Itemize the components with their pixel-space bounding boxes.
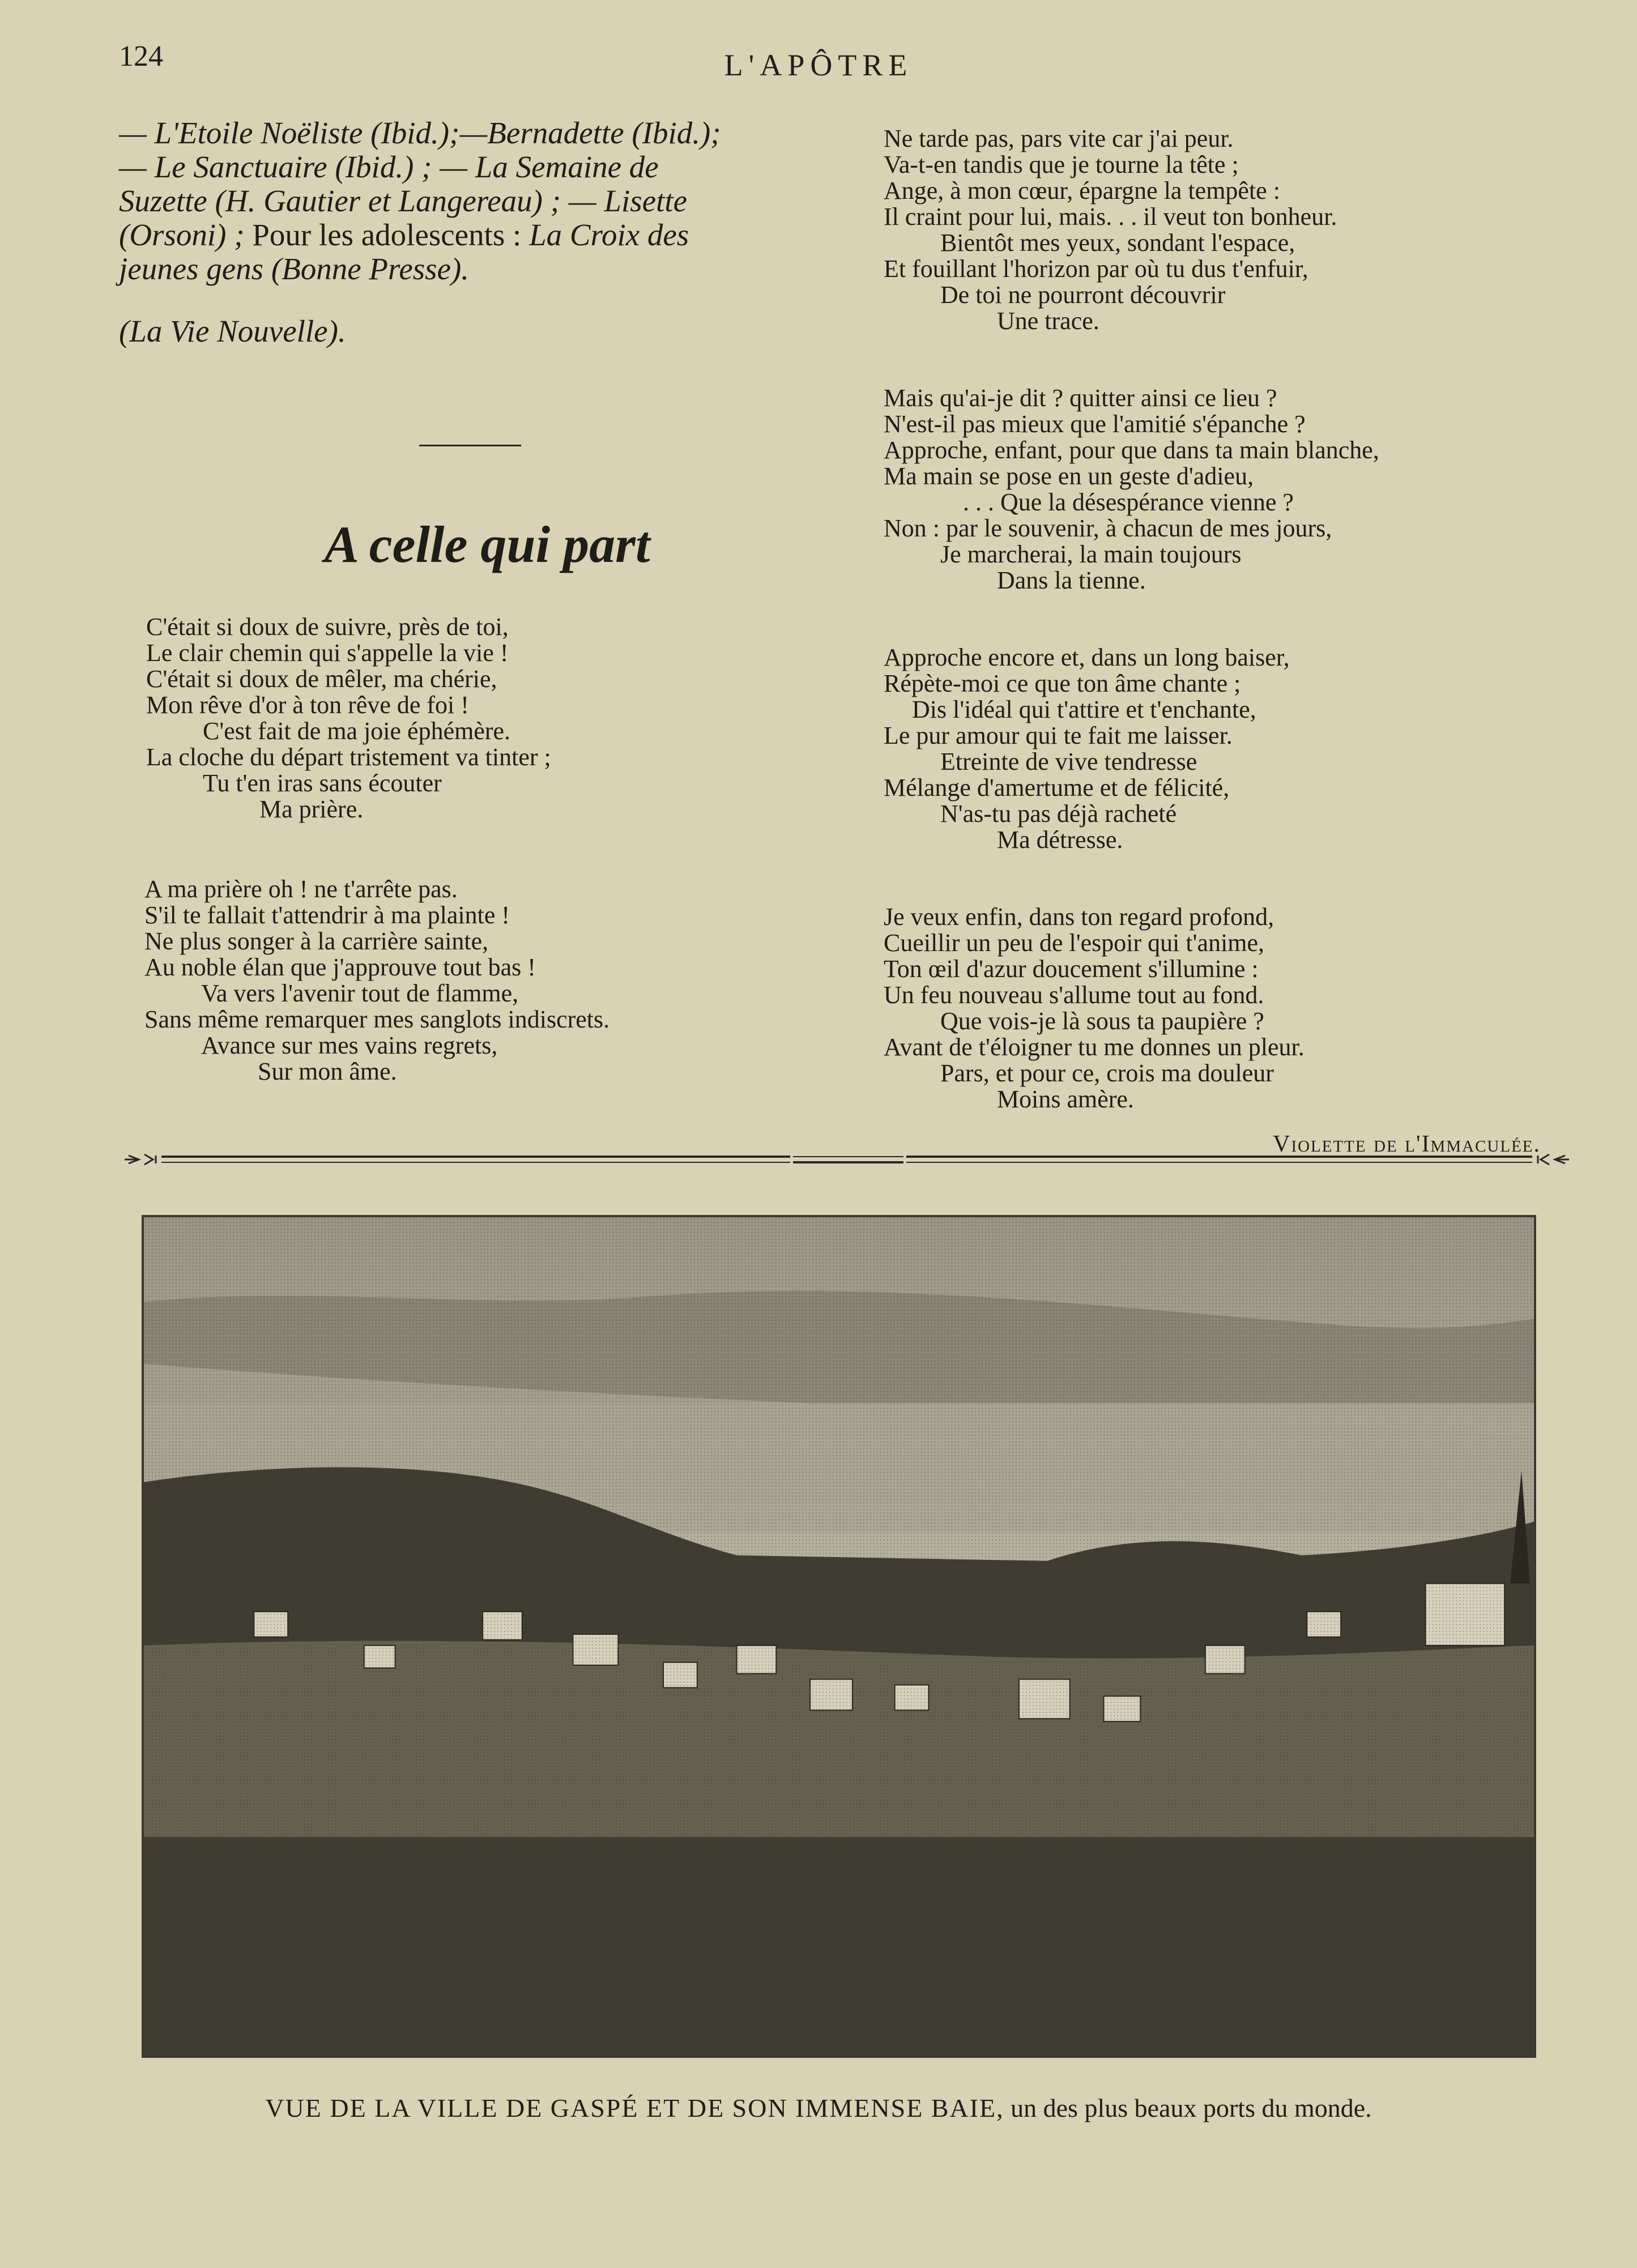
town-bay-photograph — [142, 1215, 1536, 2058]
poem-stanza — [884, 385, 1558, 594]
right-column — [884, 126, 1558, 1158]
verse-line: Répète-moi ce que ton âme chante ; — [884, 670, 1241, 697]
verse-line: Mon rêve d'or à ton rêve de foi ! — [146, 691, 469, 719]
verse-line: Le clair chemin qui s'appelle la vie ! — [146, 639, 509, 667]
verse-line: Bientôt mes yeux, sondant l'espace, — [940, 229, 1295, 257]
poem-stanza — [146, 614, 821, 822]
verse-line: Dis l'idéal qui t'attire et t'enchante, — [912, 696, 1256, 723]
verse-line: Sans même remarquer mes sanglots indiscrets. — [144, 1005, 610, 1033]
verse-line: Approche, enfant, pour que dans ta main blanche, — [884, 436, 1379, 464]
verse-line: Mais qu'ai-je dit ? quitter ainsi ce lieu ? — [884, 384, 1277, 412]
verse-line: Sur mon âme. — [258, 1058, 397, 1085]
verse-line: De toi ne pourront découvrir — [940, 281, 1226, 309]
verse-line: Un feu nouveau s'allume tout au fond. — [884, 981, 1264, 1009]
poem-stanza — [884, 645, 1558, 853]
verse-line: Ton œil d'azur doucement s'illumine : — [884, 955, 1259, 983]
verse-line: Dans la tienne. — [997, 566, 1146, 594]
verse-line: Cueillir un peu de l'espoir qui t'anime, — [884, 929, 1265, 957]
verse-line: Ma détresse. — [997, 826, 1123, 854]
verse-line: Avant de t'éloigner tu me donnes un pleur. — [884, 1033, 1305, 1061]
ornamental-rule — [122, 1149, 1572, 1171]
biblio-line: jeunes gens (Bonne Presse). — [119, 251, 470, 286]
verse-line: A ma prière oh ! ne t'arrête pas. — [144, 875, 458, 903]
verse-line: Ma prière. — [259, 795, 364, 823]
poem-stanza — [884, 126, 1558, 334]
verse-line: Va-t-en tandis que je tourne la tête ; — [884, 151, 1239, 178]
verse-line: N'est-il pas mieux que l'amitié s'épanche ? — [884, 410, 1306, 438]
verse-line: . . . Que la désespérance vienne ? — [963, 488, 1294, 516]
verse-line: Ma main se pose en un geste d'adieu, — [884, 462, 1254, 490]
source-citation: (La Vie Nouvelle). — [119, 314, 346, 348]
bibliography-list — [119, 116, 821, 286]
verse-line: Avance sur mes vains regrets, — [201, 1031, 498, 1059]
verse-line: La cloche du départ tristement va tinter ; — [146, 743, 551, 771]
verse-line: Moins amère. — [997, 1085, 1134, 1113]
verse-line: Pars, et pour ce, crois ma douleur — [940, 1059, 1274, 1087]
verse-line: S'il te fallait t'attendrir à ma plainte ! — [144, 901, 510, 929]
verse-line: Le pur amour qui te fait me laisser. — [884, 722, 1233, 749]
verse-line: C'était si doux de suivre, près de toi, — [146, 613, 509, 641]
verse-line: Tu t'en iras sans écouter — [203, 769, 442, 797]
verse-line: Je veux enfin, dans ton regard profond, — [884, 903, 1274, 931]
verse-line: Je marcherai, la main toujours — [940, 540, 1242, 568]
verse-line: Une trace. — [997, 307, 1099, 335]
section-separator — [419, 445, 521, 446]
verse-line: Ne plus songer à la carrière sainte, — [144, 927, 489, 955]
poem-stanza — [144, 876, 821, 1085]
biblio-line: — L'Etoile Noëliste (Ibid.);—Bernadette (Ibid.); — [119, 116, 721, 150]
verse-line: Au noble élan que j'approuve tout bas ! — [144, 953, 536, 981]
verse-line: Non : par le souvenir, à chacun de mes jours, — [884, 514, 1332, 542]
poem-stanza — [884, 904, 1558, 1112]
biblio-line: — Le Sanctuaire (Ibid.) ; — La Semaine de — [119, 150, 659, 184]
photo-caption: VUE DE LA VILLE DE GASPÉ ET DE SON IMMENSE BAIE, un des plus beaux ports du monde. — [265, 2094, 1372, 2122]
page-number: 124 — [119, 40, 163, 73]
verse-line: Mélange d'amertume et de félicité, — [884, 774, 1230, 802]
biblio-line: Suzette (H. Gautier et Langereau) ; — Lisette — [119, 184, 688, 218]
running-title: L'APÔTRE — [724, 48, 913, 82]
verse-line: C'est fait de ma joie éphémère. — [203, 717, 511, 745]
left-column — [119, 116, 821, 1085]
verse-line: N'as-tu pas déjà racheté — [940, 800, 1177, 828]
verse-line: Va vers l'avenir tout de flamme, — [201, 979, 519, 1007]
verse-line: Approche encore et, dans un long baiser, — [884, 643, 1290, 671]
verse-line: Et fouillant l'horizon par où tu dus t'enfuir, — [884, 255, 1308, 283]
verse-line: Ange, à mon cœur, épargne la tempête : — [884, 177, 1280, 204]
verse-line: Il craint pour lui, mais. . . il veut ton bonheur. — [884, 203, 1337, 231]
biblio-line: (Orsoni) ; Pour les adolescents : La Croix des — [119, 218, 689, 252]
author-signature: Violette de l'Immaculée. — [1273, 1131, 1541, 1157]
verse-line: Etreinte de vive tendresse — [940, 748, 1197, 775]
poem-title: A celle qui part — [324, 515, 650, 573]
verse-line: Que vois-je là sous ta paupière ? — [940, 1007, 1264, 1035]
verse-line: C'était si doux de mêler, ma chérie, — [146, 665, 497, 693]
verse-line: Ne tarde pas, pars vite car j'ai peur. — [884, 125, 1234, 152]
